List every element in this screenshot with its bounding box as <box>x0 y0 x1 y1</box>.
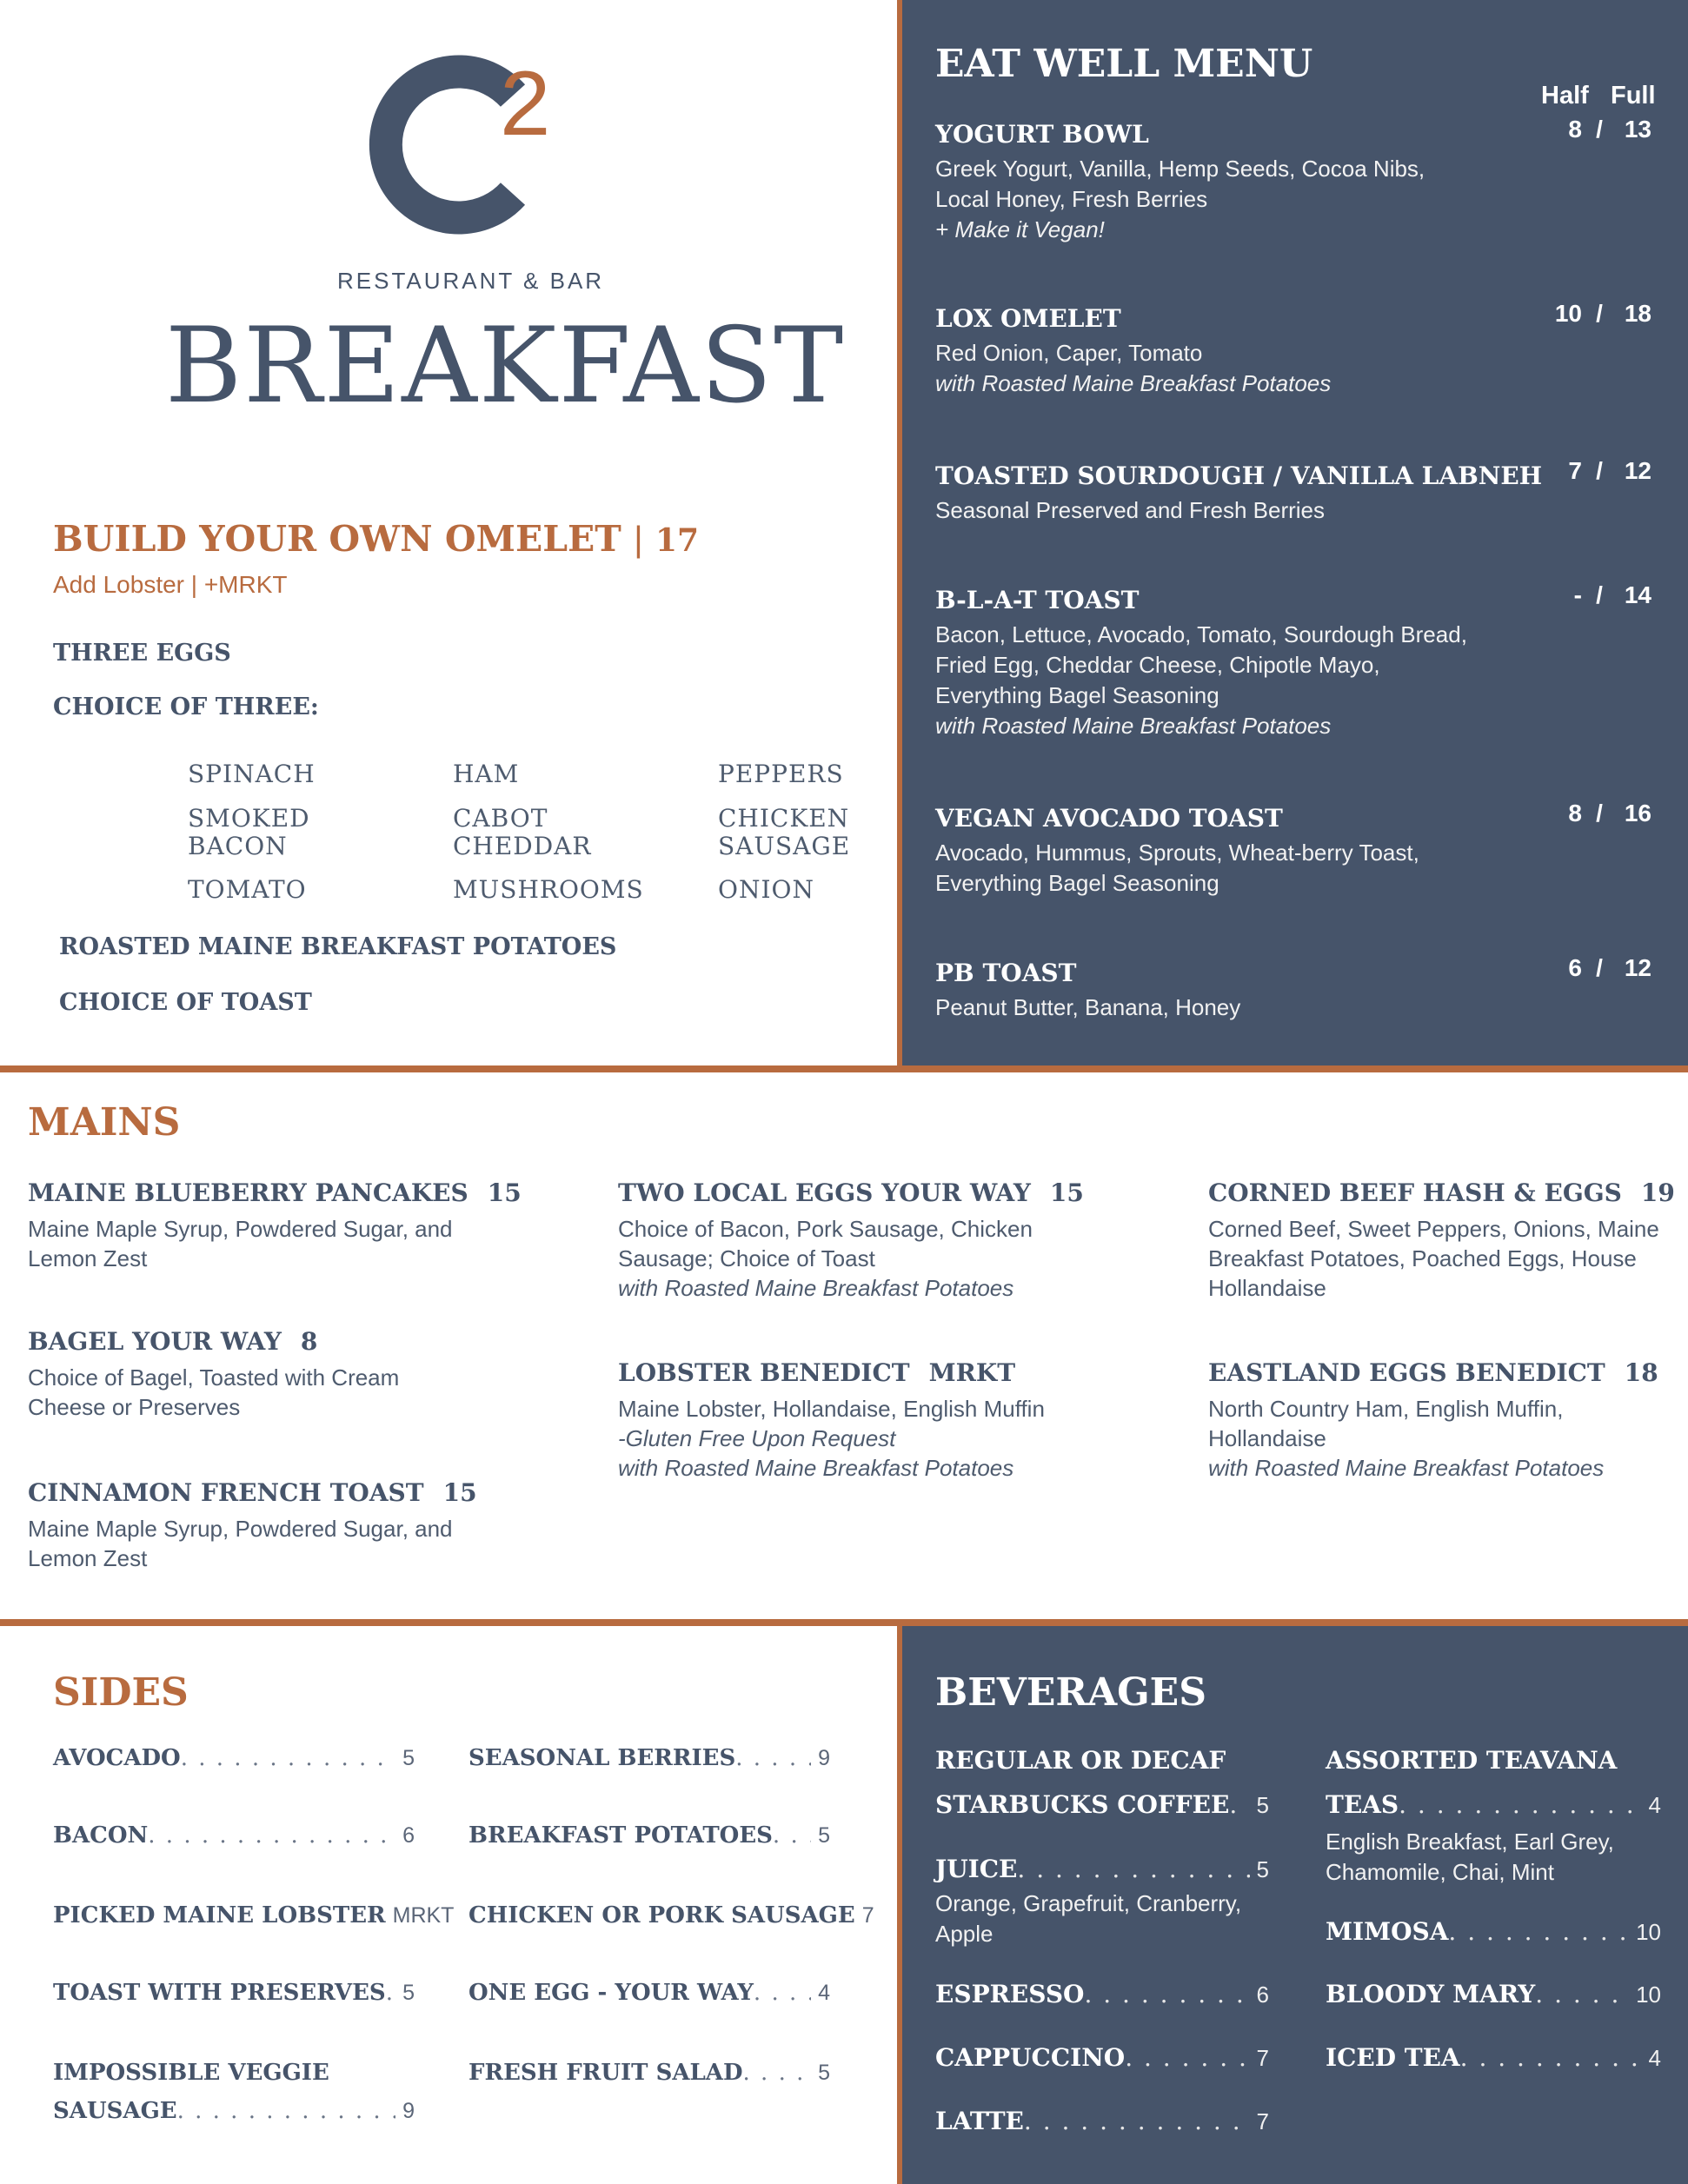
eat-well-item <box>935 959 1587 1023</box>
item-title: LOBSTER BENEDICT <box>618 1358 910 1387</box>
price-slash: / <box>1596 116 1603 143</box>
item-description: Hollandaise <box>1208 1425 1326 1451</box>
side-price: 4 <box>818 1981 830 2005</box>
half-price: 8 <box>1568 116 1582 143</box>
beverage-item <box>935 1980 1269 2008</box>
dot-leader <box>1399 1790 1641 1819</box>
beverage-name: ICED TEA <box>1326 2043 1460 2072</box>
choice-chicken: CHICKEN <box>718 804 850 833</box>
side-name: BREAKFAST POTATOES <box>469 1822 773 1849</box>
eat-well-item <box>935 804 1587 899</box>
omelet-toast-label: CHOICE OF TOAST <box>59 989 312 1016</box>
dot-leader <box>177 2098 396 2124</box>
item-description: Fried Egg, Cheddar Cheese, Chipotle Mayo, <box>935 652 1380 678</box>
item-description: Maine Lobster, Hollandaise, English Muffin <box>618 1396 1045 1422</box>
item-price <box>1538 300 1651 328</box>
omelet-title: BUILD YOUR OWN OMELET <box>53 518 621 560</box>
beverage-name: MIMOSA <box>1326 1917 1449 1946</box>
beverage-name: JUICE <box>935 1855 1018 1883</box>
side-price: 9 <box>402 2099 415 2123</box>
item-description: Local Honey, Fresh Berries <box>935 186 1208 212</box>
tea-header: ASSORTED TEAVANA <box>1326 1746 1618 1775</box>
side-name: BACON <box>53 1822 149 1849</box>
eat-well-item <box>935 304 1587 399</box>
side-name-line1: IMPOSSIBLE VEGGIE <box>53 2060 329 2086</box>
item-price: 15 <box>442 1478 477 1507</box>
choice-ham: HAM <box>453 760 520 788</box>
choice-onion: ONION <box>718 875 814 904</box>
half-price: 6 <box>1568 954 1582 981</box>
item-description: Cheese or Preserves <box>28 1394 241 1420</box>
beverage-name: LATTE <box>935 2107 1024 2135</box>
choice-smoked: SMOKED <box>188 804 310 833</box>
main-item <box>28 1178 522 1273</box>
item-title: TWO LOCAL EGGS YOUR WAY <box>618 1178 1031 1207</box>
choice-of-three-label: CHOICE OF THREE: <box>53 694 319 720</box>
side-price: 9 <box>818 1746 830 1770</box>
beverage-item <box>935 1790 1269 1819</box>
item-note: with Roasted Maine Breakfast Potatoes <box>1208 1455 1605 1481</box>
item-price <box>1538 116 1651 143</box>
main-item <box>618 1358 1105 1483</box>
side-price: 5 <box>818 1823 830 1848</box>
item-price: 15 <box>487 1178 522 1207</box>
item-title: CINNAMON FRENCH TOAST <box>28 1478 424 1507</box>
item-description: Lemon Zest <box>28 1245 148 1271</box>
dot-leader <box>1535 1980 1629 2008</box>
price-slash: / <box>1596 300 1603 327</box>
omelet-separator: | <box>634 519 643 559</box>
dot-leader <box>754 1980 811 2006</box>
juice-description: Apple <box>935 1921 994 1947</box>
beverage-item <box>935 2107 1269 2135</box>
item-price: 19 <box>1640 1178 1675 1207</box>
full-price: 14 <box>1624 581 1651 608</box>
full-price: 18 <box>1624 300 1651 327</box>
choice-bacon: BACON <box>188 832 288 860</box>
dot-leader <box>181 1745 395 1771</box>
side-price: 5 <box>402 1746 415 1770</box>
item-name: LOX OMELET <box>935 304 1121 333</box>
beverage-name: BLOODY MARY <box>1326 1980 1536 2008</box>
item-title: CORNED BEEF HASH & EGGS <box>1208 1178 1622 1207</box>
item-note: with Roasted Maine Breakfast Potatoes <box>935 713 1332 739</box>
item-name <box>1208 1358 1688 1387</box>
main-item <box>618 1178 1105 1303</box>
horizontal-divider-bottom <box>0 1619 1688 1626</box>
full-price: 16 <box>1624 800 1651 826</box>
dot-leader <box>1024 2107 1250 2135</box>
dot-leader <box>1448 1917 1629 1946</box>
beverage-price: 5 <box>1256 1856 1269 1882</box>
omelet-potatoes-label: ROASTED MAINE BREAKFAST POTATOES <box>59 933 617 960</box>
side-item <box>53 1980 415 2006</box>
beverage-price: 6 <box>1256 1982 1269 2008</box>
side-price: 5 <box>818 2061 830 2085</box>
beverage-price: 7 <box>1256 2045 1269 2071</box>
main-item <box>28 1327 515 1422</box>
page-title: BREAKFAST <box>165 306 846 427</box>
choice-mushrooms: MUSHROOMS <box>453 875 644 904</box>
full-label: Full <box>1611 82 1656 110</box>
choice-cabot: CABOT <box>453 804 548 833</box>
item-price <box>1538 800 1651 827</box>
half-price: 7 <box>1568 457 1582 484</box>
item-price: MRKT <box>928 1358 1016 1387</box>
item-description: Greek Yogurt, Vanilla, Hemp Seeds, Cocoa Nibs, <box>935 156 1425 182</box>
item-description: Peanut Butter, Banana, Honey <box>935 994 1241 1020</box>
price-slash: / <box>1596 800 1603 826</box>
item-title: MAINE BLUEBERRY PANCAKES <box>28 1178 469 1207</box>
item-note: -Gluten Free Upon Request <box>618 1425 896 1451</box>
omelet-add-lobster: Add Lobster | +MRKT <box>53 571 288 598</box>
side-item <box>53 2098 415 2124</box>
item-price <box>1538 457 1651 485</box>
side-price: 7 <box>861 1903 874 1928</box>
eat-well-item <box>935 586 1587 741</box>
choice-sausage: SAUSAGE <box>718 832 851 860</box>
choice-peppers: PEPPERS <box>718 760 844 788</box>
item-note: with Roasted Maine Breakfast Potatoes <box>935 370 1332 396</box>
price-slash: / <box>1596 457 1603 484</box>
c2-logo <box>352 43 587 239</box>
side-item <box>53 1745 415 1771</box>
item-name <box>618 1358 1105 1387</box>
side-name: FRESH FRUIT SALAD <box>469 2060 743 2086</box>
side-item <box>469 1822 830 1849</box>
item-description: Seasonal Preserved and Fresh Berries <box>935 497 1326 523</box>
beverage-price: 4 <box>1648 2045 1661 2071</box>
item-description: North Country Ham, English Muffin, <box>1208 1396 1564 1422</box>
item-name: PB TOAST <box>935 959 1077 987</box>
item-note: + Make it Vegan! <box>935 216 1105 242</box>
half-price: 8 <box>1568 800 1582 826</box>
item-description: Bacon, Lettuce, Avocado, Tomato, Sourdough Bread, <box>935 621 1467 647</box>
item-title: BAGEL YOUR WAY <box>28 1327 282 1356</box>
side-name: AVOCADO <box>53 1745 181 1771</box>
dot-leader <box>743 2060 812 2086</box>
side-item <box>469 1745 830 1771</box>
item-description: Lemon Zest <box>28 1545 148 1571</box>
item-description: Everything Bagel Seasoning <box>935 870 1219 896</box>
side-item <box>53 1902 455 1928</box>
item-title: EASTLAND EGGS BENEDICT <box>1208 1358 1605 1387</box>
beverage-price: 10 <box>1636 1982 1661 2008</box>
teas-description: Chamomile, Chai, Mint <box>1326 1859 1554 1885</box>
juice-description: Orange, Grapefruit, Cranberry, <box>935 1890 1242 1916</box>
item-name <box>28 1178 522 1207</box>
three-eggs-label: THREE EGGS <box>53 640 231 667</box>
item-description: Hollandaise <box>1208 1275 1326 1301</box>
item-description: Avocado, Hummus, Sprouts, Wheat-berry Toast, <box>935 840 1419 866</box>
item-description: Maine Maple Syrup, Powdered Sugar, and <box>28 1516 453 1542</box>
dot-leader <box>773 1822 811 1849</box>
dot-leader <box>1084 1980 1249 2008</box>
side-price: MRKT <box>392 1903 455 1928</box>
side-name: ONE EGG - YOUR WAY <box>469 1980 754 2006</box>
beverage-price: 10 <box>1636 1919 1661 1945</box>
beverage-price: 4 <box>1648 1792 1661 1818</box>
item-description: Sausage; Choice of Toast <box>618 1245 875 1271</box>
item-name <box>28 1478 515 1507</box>
item-price <box>1538 581 1651 609</box>
item-name: YOGURT BOWL <box>935 120 1149 149</box>
logo-exponent: 2 <box>500 53 551 155</box>
price-slash: / <box>1596 581 1603 608</box>
half-price: - <box>1573 581 1582 608</box>
sides-title: SIDES <box>53 1670 189 1715</box>
beverage-price: 5 <box>1256 1792 1269 1818</box>
beverage-item <box>935 2043 1269 2072</box>
item-price: 8 <box>300 1327 318 1356</box>
item-note: with Roasted Maine Breakfast Potatoes <box>618 1275 1014 1301</box>
side-price: 6 <box>402 1823 415 1848</box>
half-label: Half <box>1541 82 1589 110</box>
item-name <box>618 1178 1105 1207</box>
dot-leader <box>386 1980 395 2006</box>
beverage-name: TEAS <box>1326 1790 1399 1819</box>
restaurant-subtitle: RESTAURANT & BAR <box>337 268 605 294</box>
eat-well-item <box>935 461 1587 526</box>
beverage-item <box>1326 1790 1661 1819</box>
side-item <box>53 1822 415 1849</box>
item-description: Corned Beef, Sweet Peppers, Onions, Maine <box>1208 1216 1659 1242</box>
beverage-name: ESPRESSO <box>935 1980 1085 2008</box>
item-description: Red Onion, Caper, Tomato <box>935 340 1203 366</box>
beverages-title: BEVERAGES <box>935 1670 1206 1715</box>
beverage-price: 7 <box>1256 2108 1269 2134</box>
side-item <box>469 1902 874 1928</box>
price-slash: / <box>1596 954 1603 981</box>
item-description: Maine Maple Syrup, Powdered Sugar, and <box>28 1216 453 1242</box>
horizontal-divider-top <box>0 1065 1688 1072</box>
omelet-heading <box>53 518 699 560</box>
vertical-divider-top <box>897 0 902 1065</box>
teas-description: English Breakfast, Earl Grey, <box>1326 1829 1614 1855</box>
item-description: Breakfast Potatoes, Poached Eggs, House <box>1208 1245 1637 1271</box>
choice-tomato: TOMATO <box>188 875 307 904</box>
full-price: 13 <box>1624 116 1651 143</box>
side-name: CHICKEN OR PORK SAUSAGE <box>469 1902 855 1928</box>
item-description: Everything Bagel Seasoning <box>935 682 1219 708</box>
main-item <box>28 1478 515 1573</box>
item-description: Choice of Bacon, Pork Sausage, Chicken <box>618 1216 1033 1242</box>
main-item <box>1208 1358 1688 1483</box>
dot-leader <box>148 1822 395 1849</box>
beverage-name: STARBUCKS COFFEE <box>935 1790 1230 1819</box>
side-name: SAUSAGE <box>53 2098 177 2124</box>
beverage-item <box>1326 1917 1661 1946</box>
item-description: Choice of Bagel, Toasted with Cream <box>28 1364 400 1391</box>
item-price: 15 <box>1049 1178 1084 1207</box>
main-item <box>1208 1178 1688 1303</box>
item-note: with Roasted Maine Breakfast Potatoes <box>618 1455 1014 1481</box>
dot-leader <box>735 1745 811 1771</box>
side-item <box>469 2060 830 2086</box>
item-name <box>1208 1178 1688 1207</box>
dot-leader <box>1460 2043 1642 2072</box>
item-name: B-L-A-T TOAST <box>935 586 1140 614</box>
choice-cheddar: CHEDDAR <box>453 832 592 860</box>
dot-leader <box>1229 1790 1249 1819</box>
dot-leader <box>1017 1855 1249 1883</box>
mains-title: MAINS <box>28 1100 181 1145</box>
beverage-item <box>1326 1980 1661 2008</box>
side-name: PICKED MAINE LOBSTER <box>53 1902 386 1928</box>
side-item <box>469 1980 830 2006</box>
item-price: 18 <box>1624 1358 1658 1387</box>
side-name: TOAST WITH PRESERVES <box>53 1980 386 2006</box>
full-price: 12 <box>1624 457 1651 484</box>
beverage-item <box>1326 2043 1661 2072</box>
side-price: 5 <box>402 1981 415 2005</box>
coffee-header: REGULAR OR DECAF <box>935 1746 1226 1775</box>
beverage-name: CAPPUCCINO <box>935 2043 1126 2072</box>
omelet-price: 17 <box>655 522 700 559</box>
eat-well-item <box>935 120 1587 245</box>
eat-well-title: EAT WELL MENU <box>935 42 1313 86</box>
item-name <box>28 1327 515 1356</box>
logo-c-mark <box>386 72 513 218</box>
beverage-item <box>935 1855 1269 1883</box>
choice-spinach: SPINACH <box>188 760 316 788</box>
side-name: SEASONAL BERRIES <box>469 1745 736 1771</box>
item-name: VEGAN AVOCADO TOAST <box>935 804 1283 833</box>
half-price: 10 <box>1554 300 1582 327</box>
item-name: TOASTED SOURDOUGH / VANILLA LABNEH <box>935 461 1543 490</box>
dot-leader <box>1125 2043 1249 2072</box>
full-price: 12 <box>1624 954 1651 981</box>
item-price <box>1538 954 1651 982</box>
